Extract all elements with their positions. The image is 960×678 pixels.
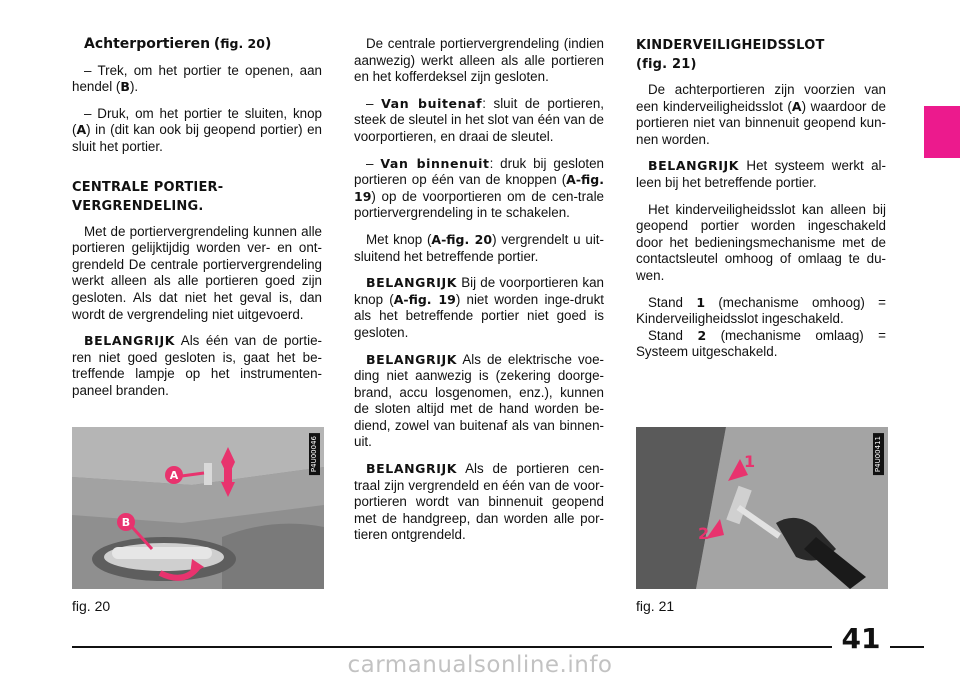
- section-tab: [924, 106, 960, 158]
- door-handle-illustration: [72, 427, 324, 589]
- paragraph: Met de portiervergrendeling kunnen alle portieren gelijktijdig worden ver- en ont-grendeld De centrale portiervergrendeling werkt alleen als alle portieren goed zijn gesloten. Als dat niet het geval is, dan wordt de vergrendeling niet uitgevoerd.: [72, 223, 322, 322]
- paragraph: – Druk, om het portier te sluiten, knop (A) in (dit kan ook bij geopend portier) en sluit het portier.: [72, 105, 322, 154]
- figure-20-caption: fig. 20: [72, 598, 111, 614]
- position-1: Stand 1 (mechanisme omhoog) = Kinderveiligheidsslot ingeschakeld.: [636, 294, 886, 327]
- callout-1: 1: [744, 452, 756, 471]
- paragraph: Het kinderveiligheidsslot kan alleen bij geopend portier worden ingeschakeld door het bedieningsmechanisme met de contactsleutel omhoog of omlaag te du-wen.: [636, 201, 886, 283]
- callout-b: B: [121, 516, 131, 529]
- important-note: BELANGRIJK Als de portieren cen-traal zijn vergrendeld en één van de voor-portieren wordt van binnenuit geopend met de handgreep, dan worden alle por-tieren ontgrendeld.: [354, 461, 604, 543]
- callout-a: A: [169, 469, 179, 482]
- important-note: BELANGRIJK Als de elektrische voe-ding niet aanwezig is (zekering doorge-brand, accu losgenomen, enz.), kunnen de sloten altijd met de hand worden be-diend, zowel van buitenaf als van binnen-uit.: [354, 351, 604, 450]
- figure-code: P4U00046: [309, 433, 320, 475]
- column-2: [354, 36, 604, 554]
- paragraph: – Trek, om het portier te openen, aan hendel (B).: [72, 62, 322, 95]
- position-2: Stand 2 (mechanisme omlaag) = Systeem uitgeschakeld.: [636, 327, 887, 360]
- paragraph: Met knop (A-fig. 20) vergrendelt u uit-sluitend het betreffende portier.: [354, 231, 604, 264]
- section-heading-child-lock: KINDERVEILIGHEIDSSLOT (fig. 21): [636, 38, 825, 72]
- important-note: BELANGRIJK Bij de voorportieren kan knop (A-fig. 19) niet worden inge-drukt als het betreffende portier niet goed is gesloten.: [354, 275, 604, 340]
- important-note: BELANGRIJK Het systeem werkt al-leen bij het betreffende portier.: [636, 158, 886, 190]
- footer-rule-right: [890, 646, 924, 648]
- column-1: [72, 36, 322, 410]
- watermark: carmanualsonline.info: [347, 652, 613, 678]
- paragraph: De centrale portiervergrendeling (indien aanwezig) werkt alleen als alle portieren en het kofferdeksel zijn gesloten.: [354, 36, 604, 85]
- figure-20-photo: [72, 427, 324, 589]
- paragraph: De achterportieren zijn voorzien van een kinderveiligheidsslot (A) waardoor de portieren niet van binnenuit geopend kun-nen worden.: [636, 82, 887, 147]
- important-note: BELANGRIJK Als één van de portie-ren niet goed gesloten is, gaat het be-treffende lampje op het instrumenten-paneel branden.: [72, 333, 322, 398]
- figure-21-photo: [636, 427, 888, 589]
- figure-code: P4U00411: [873, 433, 884, 475]
- child-lock-illustration: [636, 427, 888, 589]
- page-number: 41: [841, 622, 881, 655]
- section-heading-central-locking: CENTRALE PORTIER- VERGRENDELING.: [72, 179, 224, 214]
- figure-21-caption: fig. 21: [636, 598, 675, 614]
- paragraph: – Van buitenaf: sluit de portieren, steek de sleutel in het slot van één van de voorportieren, en draai de sleutel.: [354, 95, 604, 144]
- paragraph: – Van binnenuit: druk bij gesloten portieren op één van de knoppen (A-fig. 19) op de voorportieren om de cen-trale portiervergrendeling in te schakelen.: [354, 155, 605, 221]
- callout-2: 2: [698, 524, 710, 543]
- subheading-rear-doors: Achterportieren (fig. 20): [84, 36, 272, 52]
- footer-rule-left: [72, 646, 832, 648]
- column-3: [636, 36, 886, 371]
